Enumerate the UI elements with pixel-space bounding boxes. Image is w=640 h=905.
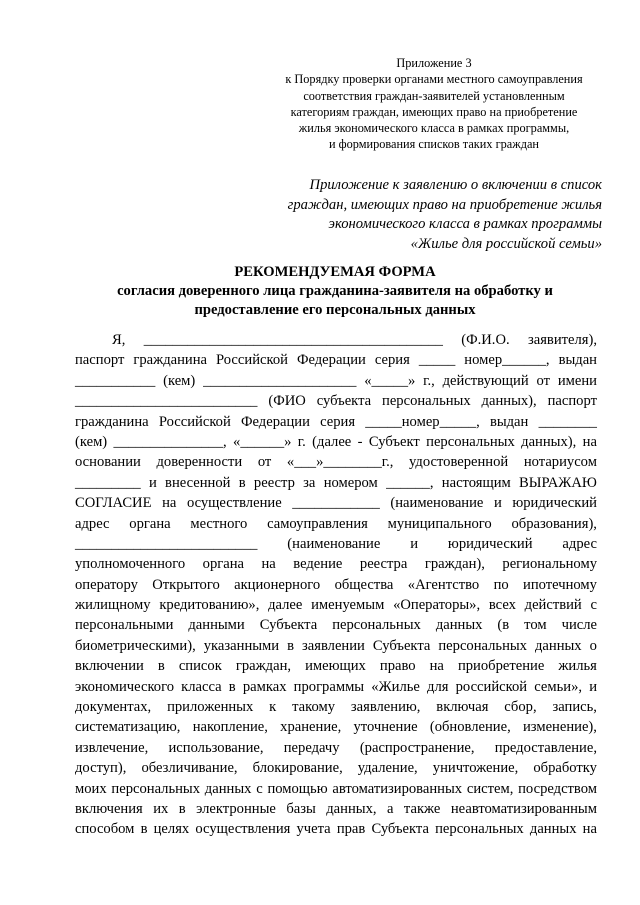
body-word: обезличивание,	[141, 760, 238, 777]
body-word: реестр	[253, 474, 295, 491]
attachment-line: экономического класса в рамках программы	[328, 216, 602, 232]
body-word: числе	[561, 617, 597, 634]
body-line	[75, 575, 597, 595]
body-word: номером	[323, 474, 378, 491]
body-word: серия	[374, 352, 410, 369]
body-word: ______,	[386, 474, 434, 491]
body-word: в	[157, 658, 165, 675]
body-line	[75, 758, 597, 778]
body-word: (распространение,	[359, 739, 475, 756]
body-word: их	[153, 800, 169, 817]
body-word: с	[256, 780, 263, 797]
body-word: номер______,	[464, 352, 550, 369]
body-word: внесенной	[165, 474, 231, 491]
body-word: юридический	[447, 535, 533, 552]
form-title	[75, 263, 595, 320]
body-word: (в	[497, 617, 510, 634]
body-word: _________________________________________	[143, 332, 443, 348]
appendix-line: Приложение 3	[396, 56, 472, 70]
body-word: изменение),	[522, 719, 597, 736]
body-word: муниципального	[387, 515, 492, 532]
body-word: и	[493, 495, 502, 512]
title-line-3: предоставление его персональных данных	[194, 302, 476, 318]
body-line	[75, 779, 597, 799]
body-word: систематизацию,	[75, 719, 181, 736]
body-word: прав	[336, 821, 366, 838]
body-word: в	[140, 821, 148, 838]
body-word: электронные	[196, 800, 276, 817]
body-word: _________	[75, 474, 141, 491]
body-word: гражданина	[133, 352, 208, 369]
body-word: также	[403, 800, 441, 817]
body-word: к	[269, 699, 277, 716]
attachment-line: граждан, имеющих право на приобретение жилья	[287, 196, 602, 213]
body-word: по	[493, 576, 509, 593]
body-word: нотариусом	[523, 454, 597, 471]
body-word: указанными	[203, 637, 280, 654]
body-word: доступ),	[75, 760, 127, 777]
body-word: уничтожение,	[432, 760, 519, 777]
body-word: на	[582, 433, 597, 450]
body-word: персональными	[75, 617, 174, 634]
body-word: рамках	[242, 678, 287, 695]
body-word: предоставление,	[494, 739, 597, 756]
title-line-2: согласия доверенного лица гражданина-заявителя на обработку и	[117, 283, 553, 299]
appendix-header	[248, 55, 620, 153]
body-word: передачу	[283, 739, 340, 756]
body-word: акционерного	[234, 576, 321, 593]
body-word: именуемым	[311, 597, 385, 614]
body-word: выдан	[489, 413, 529, 430]
appendix-line: категориям граждан, имеющих право на приобретение	[290, 104, 578, 119]
body-word: целях	[153, 821, 190, 838]
body-word: всех	[488, 597, 516, 614]
body-word: серия	[320, 413, 356, 430]
body-word: Федерации	[240, 413, 310, 430]
body-word: уполномоченного	[75, 556, 186, 573]
body-line	[75, 514, 597, 534]
body-line	[75, 391, 597, 411]
body-word: том	[524, 617, 547, 634]
body-line	[75, 452, 597, 472]
body-word: данных	[204, 780, 252, 797]
appendix-line: соответствия граждан-заявителей установленным	[303, 88, 565, 103]
appendix-line: жилья экономического класса в рамках программы,	[298, 121, 570, 136]
body-word: данных	[435, 617, 483, 634]
body-word: региональному	[502, 556, 597, 573]
body-line	[75, 819, 597, 839]
body-word: такому	[292, 699, 336, 716]
body-word: _________________________	[75, 393, 258, 410]
body-word: «_____»	[364, 372, 416, 389]
body-word: автоматизированных	[332, 780, 463, 797]
body-word: экономического	[75, 678, 175, 695]
body-word: Субъекта	[372, 637, 431, 654]
body-word: г.,	[423, 372, 435, 389]
appendix-line: и формирования списков таких граждан	[328, 137, 540, 152]
body-word: Российской	[216, 352, 288, 369]
body-word: персональных	[332, 617, 421, 634]
body-word: оператору	[75, 576, 138, 593]
body-line	[75, 799, 597, 819]
body-word: ___________	[75, 372, 156, 389]
body-word: «Агентство	[407, 576, 480, 593]
body-word: от	[257, 454, 272, 471]
body-word: основании	[75, 454, 141, 471]
body-word: ведение	[293, 556, 343, 573]
body-word: паспорт	[547, 393, 597, 410]
body-word: ВЫРАЖАЮ	[519, 474, 597, 491]
body-word: заявителя),	[527, 332, 597, 348]
body-line	[75, 412, 597, 432]
body-word: помощью	[267, 780, 328, 797]
body-word: (ФИО	[268, 393, 306, 410]
body-word: (наименование	[390, 495, 484, 512]
body-word: уточнение	[353, 719, 418, 736]
body-word: Субъекта	[259, 617, 318, 634]
body-word: (далее	[312, 433, 352, 450]
body-word: действующий	[442, 372, 529, 389]
body-word: (Ф.И.О.	[461, 332, 510, 348]
body-word: _______________,	[113, 433, 227, 450]
body-word: обработку	[533, 760, 597, 777]
body-word: _____________________	[203, 372, 357, 389]
body-line	[75, 371, 597, 391]
body-line	[75, 493, 597, 513]
body-line	[75, 738, 597, 758]
body-word: на	[162, 495, 177, 512]
body-word: Субъекта	[371, 821, 429, 838]
body-word: и	[148, 474, 157, 491]
body-word: право	[379, 658, 416, 675]
body-word: на	[261, 556, 276, 573]
body-word: ипотечному	[523, 576, 597, 593]
body-word: действий	[524, 597, 582, 614]
body-word: данных	[529, 821, 577, 838]
body-word: (кем)	[163, 372, 196, 389]
body-word: имени	[557, 372, 597, 389]
consent-body	[75, 330, 597, 840]
body-word: приложенных	[167, 699, 254, 716]
body-word: на	[429, 658, 444, 675]
body-word: «Жилье	[371, 678, 420, 695]
body-line	[75, 554, 597, 574]
body-word: от	[536, 372, 550, 389]
attachment-note	[262, 176, 602, 254]
body-line	[75, 432, 597, 452]
body-line	[75, 350, 597, 370]
body-word: доверенности	[156, 454, 243, 471]
body-word: Я,	[112, 332, 126, 348]
body-word: заявлению,	[350, 699, 421, 716]
body-word: данных,	[326, 800, 377, 817]
body-line	[75, 636, 597, 656]
body-word: данных),	[521, 433, 577, 450]
body-word: способом	[75, 821, 135, 838]
body-word: граждан),	[424, 556, 485, 573]
body-word: извлечение,	[75, 739, 149, 756]
body-word: далее	[268, 597, 303, 614]
body-word: ____________	[292, 495, 380, 512]
body-line	[75, 656, 597, 676]
body-word: адрес	[562, 535, 597, 552]
body-line	[75, 534, 597, 554]
body-word: Субъект	[368, 433, 420, 450]
body-word: общества	[334, 576, 394, 593]
body-word: с	[590, 597, 597, 614]
body-word: Российской	[158, 413, 231, 430]
body-word: местного	[190, 515, 248, 532]
body-word: в	[238, 474, 246, 491]
body-word: граждан,	[235, 658, 292, 675]
body-word: _____	[418, 352, 456, 369]
body-word: удаление,	[357, 760, 418, 777]
body-word: органа	[129, 515, 171, 532]
body-word: семьи»,	[534, 678, 583, 695]
body-word: образования),	[511, 515, 597, 532]
body-word: персональных	[382, 393, 471, 410]
body-line	[75, 615, 597, 635]
body-word: настоящим	[441, 474, 511, 491]
body-word: осуществления	[195, 821, 291, 838]
body-word: г.	[297, 433, 306, 450]
body-word: ________	[538, 413, 597, 430]
body-word: Открытого	[152, 576, 220, 593]
body-line	[75, 473, 597, 493]
body-word: базы	[286, 800, 316, 817]
body-word: «___»________г.,	[286, 454, 394, 471]
body-word: выдан	[558, 352, 597, 369]
body-word: гражданина	[75, 413, 149, 430]
body-word: класса	[181, 678, 222, 695]
body-word: юридический	[512, 495, 597, 512]
body-word: приобретение	[457, 658, 545, 675]
body-word: жилищному	[75, 597, 151, 614]
body-word: персональных	[438, 637, 527, 654]
body-word: органа	[202, 556, 244, 573]
title-line-1: РЕКОМЕНДУЕМАЯ ФОРМА	[234, 264, 436, 280]
body-word: список	[178, 658, 222, 675]
body-word: «Операторы»,	[393, 597, 481, 614]
body-line	[75, 595, 597, 615]
body-word: «______»	[233, 433, 292, 450]
body-word: российской	[455, 678, 528, 695]
body-word: данными	[188, 617, 245, 634]
body-word: данных	[534, 637, 582, 654]
body-word: самоуправления	[267, 515, 368, 532]
body-word: блокирование,	[252, 760, 343, 777]
body-line	[75, 697, 597, 717]
body-word: субъекта	[316, 393, 372, 410]
body-word: сбор,	[504, 699, 537, 716]
body-word: жилья	[558, 658, 597, 675]
body-word: в	[228, 678, 236, 695]
body-word: (обновление,	[429, 719, 511, 736]
body-word: посредством	[518, 780, 597, 797]
body-word: СОГЛАСИЕ	[75, 495, 152, 512]
body-line	[75, 717, 597, 737]
body-word: о	[589, 637, 597, 654]
body-word: за	[303, 474, 316, 491]
attachment-line: Приложение к заявлению о включении в список	[309, 177, 602, 193]
body-word: включения	[75, 800, 143, 817]
body-word: в	[287, 637, 295, 654]
body-word: -	[357, 433, 363, 450]
body-word: заявлении	[302, 637, 365, 654]
body-word: адрес	[75, 515, 110, 532]
body-line	[75, 677, 597, 697]
body-word: _____номер_____,	[365, 413, 480, 430]
body-line	[75, 330, 597, 350]
body-word: учета	[296, 821, 331, 838]
body-word: включая	[436, 699, 489, 716]
body-word: запись,	[552, 699, 597, 716]
attachment-line: «Жилье для российской семьи»	[410, 235, 602, 252]
body-word: Федерации	[296, 352, 366, 369]
body-word: кредитованию»,	[159, 597, 260, 614]
appendix-line: к Порядку проверки органами местного самоуправления	[285, 72, 583, 87]
body-word: реестра	[359, 556, 408, 573]
body-word: _________________________	[75, 535, 258, 552]
body-word: (наименование	[287, 535, 381, 552]
body-word: и	[589, 678, 597, 695]
body-word: имеющих	[305, 658, 366, 675]
body-word: систем,	[466, 780, 514, 797]
body-word: хранение,	[280, 719, 342, 736]
body-word: (кем)	[75, 433, 108, 450]
body-word: биометрическими),	[75, 637, 196, 654]
body-word: а	[386, 800, 394, 817]
body-word: программы	[293, 678, 365, 695]
body-word: включении	[75, 658, 144, 675]
body-word: накопление,	[192, 719, 268, 736]
body-word: персональных	[111, 780, 201, 797]
body-word: удостоверенной	[409, 454, 509, 471]
body-word: для	[427, 678, 449, 695]
body-word: в	[178, 800, 186, 817]
body-word: персональных	[426, 433, 515, 450]
body-word: неавтоматизированным	[450, 800, 597, 817]
body-word: моих	[75, 780, 107, 797]
body-word: персональных	[435, 821, 524, 838]
body-word: осуществление	[186, 495, 282, 512]
body-word: и	[410, 535, 419, 552]
body-word: документах,	[75, 699, 152, 716]
body-word: данных),	[481, 393, 537, 410]
body-word: на	[582, 821, 597, 838]
body-word: паспорт	[75, 352, 125, 369]
body-word: использование,	[168, 739, 264, 756]
